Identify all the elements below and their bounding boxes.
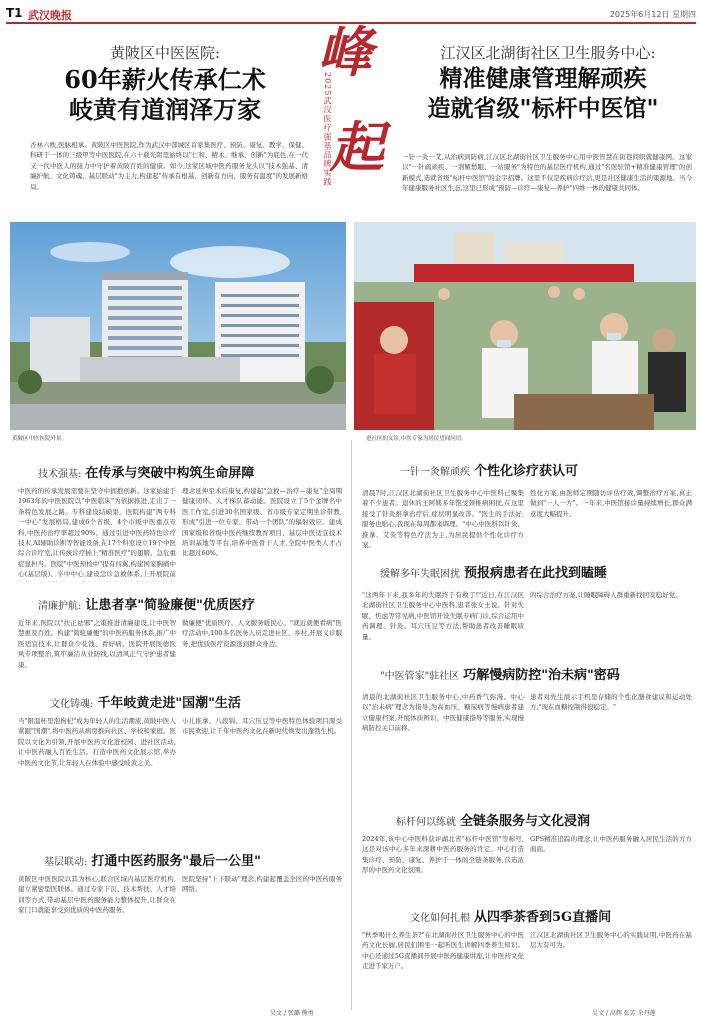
left-section-4-label: 基层联动: [44, 857, 88, 868]
right-section-1-body-b: 性化方案,由医师定期随访评估疗效,调整治疗方案,真正做到"一人一方"。一年来,中医馆接诊量持续增长,群众满意度大幅提升。 [530, 489, 692, 518]
right-section-1-title: 个性化诊疗获认可 [474, 464, 579, 479]
right-section-4-heading [396, 810, 590, 829]
right-section-5-body-a: "秋季喝什么养生茶?"在北湖街社区卫生服务中心的中医药文化长廊,居民们围坐一起听医生讲解四季养生知识。中心还通过5G直播间开展中医药健康讲座,让中医药文化走进千家万户。 [362, 931, 524, 971]
right-feature-title-1: 精准健康管理解顽疾 [439, 65, 647, 92]
left-section-4-heading [44, 850, 261, 869]
right-section-5-heading [410, 906, 611, 925]
banner-vertical-label: 2025武汉医疗强基品牌实践 [323, 72, 332, 187]
left-section-4-title: 打通中医药服务"最后一公里" [91, 854, 261, 869]
left-section-2-heading [38, 594, 255, 613]
right-section-5-body-b: 江汉区北湖街社区卫生服务中心的实践证明,中医药在基层大有可为。 [530, 931, 692, 950]
right-section-4-body-a: 2024年,该中心中医科获评湖北省"标杆中医馆"等称号,这是对该中心多年来深耕中医药服务的肯定。中心打造集诊疗、预防、康复、养护于一体的全链条服务,营造浓厚的中医药文化氛围。 [362, 835, 524, 875]
left-section-1-heading [38, 462, 254, 481]
banner-char-peak: 峰 [318, 20, 372, 84]
right-feature-title-2: 造就省级"标杆中医馆" [427, 95, 659, 122]
left-section-3-label: 文化铸魂: [50, 699, 94, 710]
community-clinic-photo [354, 222, 696, 430]
right-section-5-title: 从四季茶香到5G直播间 [474, 910, 612, 925]
right-section-4-label: 标杆何以练就 [396, 817, 456, 828]
banner-char-rise: 起 [330, 115, 384, 179]
right-section-2-body-b: 的综合治疗方案,让睡眠障碍人群重新找回安稳好觉。 [530, 591, 682, 599]
right-section-1-label: 一针一灸解顽疾 [400, 467, 470, 478]
right-section-3-label: "中医管家"驻社区 [380, 671, 460, 682]
left-section-3-body-a: 当"限温杯里泡枸杞"成为年轻人的生活潮流,黄陂中医人紧跟"国潮",将中医药从病房推向社区、学校和家庭。医院以文化为引领,开展中医药文化进校园、进社区活动,让中医药融入百姓生活。打造中医药文化展示馆,举办中医药文化节,让年轻人在体验中感受岐黄之美。 [18, 717, 176, 767]
right-section-4-body-b: GPS精准追踪的理念,让中医药服务融入居民生活的方方面面。 [530, 835, 692, 854]
right-section-5-label: 文化如何扎根 [410, 913, 470, 924]
right-feature-subtitle: 江汉区北湖街社区卫生服务中心: [440, 44, 656, 62]
page-number: T1 [6, 6, 23, 20]
left-feature-lead: 杏林六秩,医脉相承。黄陂区中医医院,作为武汉中部城区首家集医疗、预防、康复、教学、保健、科研于一体的三级甲等中医医院,在六十载光阴里始终以"仁和、精术、继承、创新"为底色,在一代又一代中医人的接力中守护着黄陂百姓的健康。如今,这家区域中医药服务龙头以"技术强基、清廉护航、文化铸魂、基层联动"为主力,构建起"传承有根基、创新有方向、服务有温度"的发展新格局。 [30, 141, 308, 191]
left-section-2-title: 让患者享"简验廉便"优质医疗 [85, 598, 255, 613]
right-section-2-title: 预报病患者在此找到瞌睡 [464, 566, 608, 581]
left-section-3-body-b: 小儿推拿、八段锦、耳穴压豆等中医特色体验项目深受市民欢迎,让千年中医药文化在新时代焕发出蓬勃生机。 [182, 717, 342, 736]
left-section-2-body-a: 近年来,医院以"扶正祛邪"之策推进清廉建设,让中医智慧惠及百姓。构建"简验廉便"的中医药服务体系,推广中医适宜技术,让群众少花钱、看好病。医院开展医德医风专项整治,筑牢廉洁从业防线,以清风正气守护患者健康。 [18, 619, 176, 669]
right-feature-lead: 一针一灸一艾,从治病到防病,江汉区北湖街社区卫生服务中心用中医智慧在街巷间织就健康网。这家以"一针疏顽疾、一剂解愁眠、一站服务"为特色的基层医疗机构,通过"名医驻馆+精准健康管理"的创新模式,造就省级"标杆中医馆"的金字招牌。这里不仅是疾病诊疗站,更是社区健康生活的策源地。当今年健康服务社区生态,这里已形成"预防—诊疗—康复—养护"四维一体的健康共同体。 [402, 153, 692, 193]
right-section-2-label: 缓解多年失眠困扰 [380, 569, 460, 580]
left-section-4-body-b: 医院坚持"上下联动"理念,构建起覆盖全区的中医药服务网络。 [182, 875, 342, 894]
left-section-2-label: 清廉护航: [38, 601, 82, 612]
right-section-3-body-a: 清晨的北湖街社区卫生服务中心,中药香气弥漫。中心以"治未病"理念为指导,为高血压、糖尿病等慢病患者建立健康档案,开展体质辨识、中医健康指导等服务,实现慢病防控关口前移。 [362, 693, 524, 733]
column-divider [351, 440, 352, 1010]
left-section-4-body-a: 黄陂区中医医院以其为核心,联合区域内基层医疗机构,建立紧密型医联体。通过专家下沉、技术帮扶、人才培训等方式,带动基层中医药服务能力整体提升,让群众在家门口就能享受到优质的中医药服务。 [18, 875, 176, 915]
left-section-2-body-b: 做廉便"优质医疗。人文服务暖民心。"就近就便看病"医疗活动中,100多名医务人员走进社区、乡村,开展义诊服务,把优质医疗资源送到群众身边。 [182, 619, 342, 648]
right-section-1-heading [400, 460, 578, 479]
right-photo-caption: 进社区的义诊,中医专家为居民望闻问切。 [366, 436, 467, 442]
left-feature-title-2: 岐黄有道润泽万家 [69, 95, 261, 124]
right-byline: 吴文 / 高辉 张芳 余丹莲 [592, 1010, 656, 1017]
newspaper-brand: 武汉晚报 [28, 9, 72, 22]
right-section-3-heading [380, 664, 620, 683]
left-section-1-label: 技术强基: [38, 469, 82, 480]
left-feature-subtitle: 黄陂区中医医院: [109, 44, 221, 62]
right-section-4-title: 全链条服务与文化浸润 [460, 814, 591, 829]
left-section-1-title: 在传承与突破中构筑生命屏障 [85, 466, 255, 481]
left-byline: 吴文 / 张璐 熊勇 [270, 1010, 314, 1017]
left-photo-caption: 黄陂区中医医院外景。 [12, 436, 68, 442]
left-section-1-body-a: 中医药的传承发展需要在坚守中拥抱创新。这家始建于1963年的中医医院以"中医临床"为依据推进,走出了一条特色发展之路。专科建设结硕果。医院构建"两专科一中心"发展格局,建成6个省级、4个市级中医重点专科,中医药治疗率超过90%。通过引进中医药特色诊疗技术,AI辅助诊断等智能设备,在17个科室设立19个中医综合诊疗室,让传统诊疗插上"精准医疗"的翅膀。急危重症显担当。医院"中医预检中"提有四翼,构建国家胸痛中心(基层版)、卒中中心,建设急诊急救体系,上开展院前 [18, 487, 176, 579]
hospital-exterior-photo [10, 222, 346, 430]
right-section-2-heading [380, 562, 607, 581]
right-section-3-body-b: 患者对先生展示手机里存储的个性化膳食建议和运动处方,"现在血糖控制得很稳定。" [530, 693, 692, 712]
left-section-3-title: 千年岐黄走进"国潮"生活 [97, 696, 241, 711]
left-section-3-heading [50, 692, 241, 711]
issue-date: 2025年6月12日 星期四 [609, 10, 696, 19]
right-section-2-body-a: "这两年下来,我多年的失眠终于有救了!"近日,在江汉区北湖街社区卫生服务中心中医科,患者张女士说。针对失眠、焦虑等常见病,中医馆开设失眠专病门诊,综合运用中药调理、针灸、耳穴压豆等方法,帮助患者改善睡眠质量。 [362, 591, 524, 641]
right-section-1-body-a: 清晨7时,江汉区北湖街社区卫生服务中心中医科已聚集着不少患者。退休的王阿姨多年饱受颈椎病困扰,在这里接受了针灸推拿治疗后,症状明显改善。"医生的手法好,服务也贴心,我现在每周都来调理。"中心中医科以针灸、推拿、艾灸等特色疗法为主,为居民提供个性化诊疗方案。 [362, 489, 524, 550]
right-section-3-title: 巧解慢病防控"治未病"密码 [463, 668, 620, 683]
left-feature-title-1: 60年薪火传承仁术 [64, 65, 266, 94]
left-section-1-body-b: 理念延伸至术后康复,构建起"急救—治疗—康复"全周期健康闭环。人才梯队蓄动能。医院设立了5个金牌名中医工作室,引进30名国家级、省市级专家定期坐诊带教,形成"引进一位专家、带动一个团队"的辐射效应。建成国家级和省级中医药继续教育项目、基层中医适宜技术培训基地等平台,培养中医骨干人才,全院中医类人才占比超过60%。 [182, 487, 342, 558]
